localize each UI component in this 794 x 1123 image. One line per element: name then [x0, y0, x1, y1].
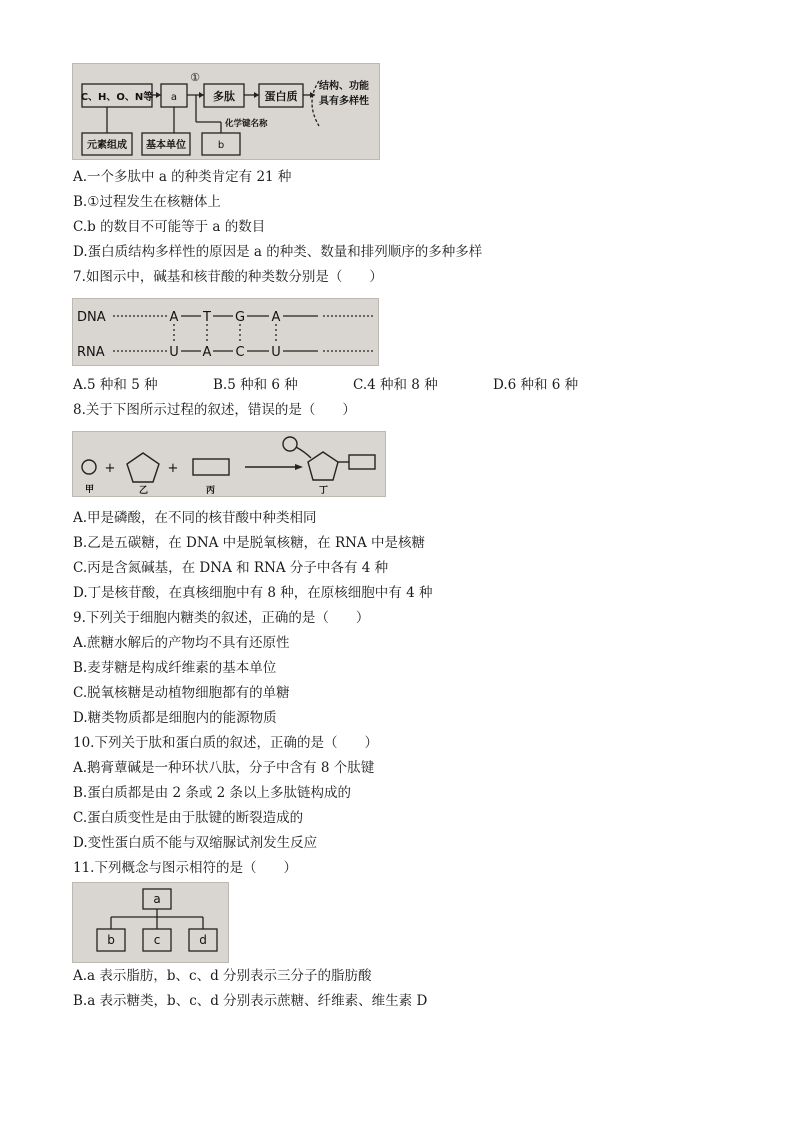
- svg-text:+: +: [104, 461, 116, 476]
- pentose-pentagon: [127, 453, 159, 482]
- q8-option-b: B.乙是五碳糖，在 DNA 中是脱氧核糖，在 RNA 中是核糖: [73, 535, 425, 551]
- q6-option-d: D.蛋白质结构多样性的原因是 a 的种类、数量和排列顺序的多种多样: [73, 244, 483, 260]
- svg-text:+: +: [167, 461, 179, 476]
- nucleotide-diagram: [73, 432, 385, 496]
- concept-tree-figure: [72, 882, 229, 963]
- phosphate-circle: [82, 460, 96, 474]
- label-ding: 丁: [319, 486, 329, 496]
- label-basic-unit: 基本单位: [146, 140, 186, 151]
- label-a: a: [170, 92, 178, 103]
- q7-option-a: A.5 种和 5 种: [73, 377, 158, 393]
- q7-option-d: D.6 种和 6 种: [493, 377, 579, 393]
- label-protein: 蛋白质: [264, 90, 298, 103]
- q11-option-b: B.a 表示糖类，b、c、d 分别表示蔗糖、纤维素、维生素 D: [73, 993, 428, 1009]
- label-elements: C、H、O、N等: [80, 92, 154, 103]
- q8-option-d: D.丁是核苷酸，在真核细胞中有 8 种，在原核细胞中有 4 种: [73, 585, 433, 601]
- q10-option-b: B.蛋白质都是由 2 条或 2 条以上多肽链构成的: [73, 785, 352, 801]
- label-yi: 乙: [139, 486, 149, 496]
- nucleotide-pentagon: [308, 452, 338, 480]
- q11-stem: 11.下列概念与图示相符的是（ ）: [73, 860, 297, 876]
- note-line2: 具有多样性: [319, 96, 369, 107]
- q7-option-b: B.5 种和 6 种: [213, 377, 298, 393]
- dna-base-4: A: [271, 310, 281, 325]
- label-d: d: [199, 933, 207, 947]
- label-b: b: [217, 140, 225, 151]
- rna-base-3: C: [235, 345, 245, 360]
- nucleotide-figure: [72, 431, 386, 497]
- q6-option-c: C.b 的数目不可能等于 a 的数目: [73, 219, 266, 235]
- bond-label: 化学键名称: [225, 119, 268, 129]
- q7-options-row: [73, 376, 633, 394]
- dna-base-1: A: [169, 310, 179, 325]
- protein-concept-figure: [72, 63, 380, 160]
- label-c: c: [153, 933, 161, 947]
- label-b: b: [107, 933, 115, 947]
- dna-base-3: G: [234, 310, 246, 325]
- protein-concept-diagram: [73, 64, 379, 159]
- label-jia: 甲: [85, 485, 95, 495]
- q10-option-c: C.蛋白质变性是由于肽键的断裂造成的: [73, 810, 304, 826]
- q6-option-b: B.①过程发生在核糖体上: [73, 194, 221, 210]
- dna-rna-figure: [72, 298, 379, 366]
- rna-base-4: U: [271, 345, 281, 360]
- q10-option-d: D.变性蛋白质不能与双缩脲试剂发生反应: [73, 835, 318, 851]
- rna-base-1: U: [169, 345, 179, 360]
- concept-tree-diagram: [73, 883, 228, 962]
- rna-label: RNA: [77, 345, 105, 360]
- label-element-comp: 元素组成: [87, 140, 127, 151]
- q8-option-c: C.丙是含氮碱基，在 DNA 和 RNA 分子中各有 4 种: [73, 560, 389, 576]
- q9-option-a: A.蔗糖水解后的产物均不具有还原性: [73, 635, 290, 651]
- q9-option-c: C.脱氧核糖是动植物细胞都有的单糖: [73, 685, 290, 701]
- q6-option-a: A.一个多肽中 a 的种类肯定有 21 种: [73, 169, 292, 185]
- q10-stem: 10.下列关于肽和蛋白质的叙述，正确的是（ ）: [73, 735, 378, 751]
- label-a: a: [153, 892, 161, 906]
- dna-label: DNA: [77, 310, 106, 325]
- q11-option-a: A.a 表示脂肪，b、c、d 分别表示三分子的脂肪酸: [73, 968, 372, 984]
- q9-option-d: D.糖类物质都是细胞内的能源物质: [73, 710, 277, 726]
- process-mark: ①: [190, 71, 200, 84]
- base-rectangle: [193, 459, 229, 475]
- q10-option-a: A.鹅膏蕈碱是一种环状八肽，分子中含有 8 个肽键: [73, 760, 375, 776]
- note-line1: 结构、功能: [319, 81, 369, 92]
- label-peptide: 多肽: [213, 90, 235, 103]
- q7-option-c: C.4 种和 8 种: [353, 377, 438, 393]
- rna-base-2: A: [202, 345, 212, 360]
- dna-base-2: T: [203, 310, 211, 325]
- q9-option-b: B.麦芽糖是构成纤维素的基本单位: [73, 660, 277, 676]
- q8-stem: 8.关于下图所示过程的叙述，错误的是（ ）: [73, 402, 356, 418]
- label-bing: 丙: [206, 486, 216, 496]
- q7-stem: 7.如图示中，碱基和核苷酸的种类数分别是（ ）: [73, 269, 383, 285]
- dna-rna-diagram: [73, 299, 378, 365]
- q9-stem: 9.下列关于细胞内糖类的叙述，正确的是（ ）: [73, 610, 370, 626]
- q8-option-a: A.甲是磷酸，在不同的核苷酸中种类相同: [73, 510, 317, 526]
